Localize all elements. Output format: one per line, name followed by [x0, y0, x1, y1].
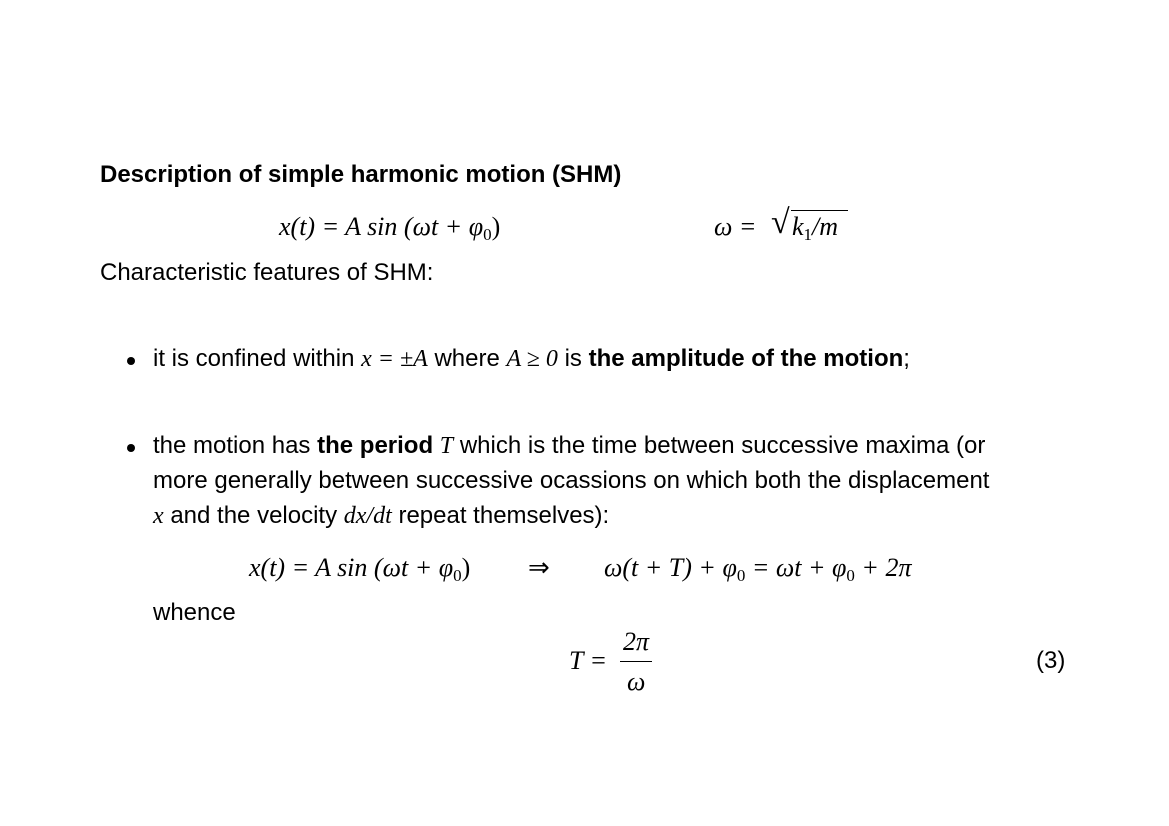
b2-bold: the period — [317, 432, 434, 459]
equation-period-derivation-right — [604, 555, 911, 584]
equation-angular-frequency — [714, 214, 756, 240]
eq1-arg: (ωt + φ — [403, 212, 484, 241]
bullet-item-amplitude — [153, 347, 910, 371]
eq1-lhs: x(t) = A sin — [279, 212, 398, 241]
b1-end: ; — [903, 345, 910, 372]
implies-arrow: ⇒ — [528, 553, 550, 582]
bullet-dot-1 — [127, 357, 135, 365]
equation-period-derivation-left — [249, 555, 470, 584]
eq4-denominator: ω — [627, 667, 646, 696]
eq1-close: ) — [491, 212, 501, 241]
eq3-rhs-c: + 2π — [854, 553, 912, 582]
section-heading: Description of simple harmonic motion (SHM) — [100, 161, 622, 188]
eq2-radicand-a: k — [792, 212, 804, 241]
bullet-item-period-line1 — [153, 434, 985, 458]
eq3-rhs-sub2: 0 — [846, 566, 855, 585]
eq3-arg: (ωt + φ — [373, 553, 454, 582]
b2-t1: the motion has — [153, 432, 311, 459]
bullet-item-period-line3 — [153, 504, 609, 528]
b1-m2: A ≥ 0 — [506, 346, 558, 372]
eq3-close: ) — [461, 553, 471, 582]
b1-bold: the amplitude of the motion — [588, 345, 904, 372]
b2-m2: x — [153, 503, 164, 529]
bullet-dot-2 — [127, 444, 135, 452]
b1-t3: is — [564, 345, 582, 372]
b2-m3: dx/dt — [343, 503, 392, 529]
b2-t4: repeat themselves): — [398, 502, 610, 529]
b2-t3: and the velocity — [170, 502, 338, 529]
eq4-numerator: 2π — [623, 627, 650, 656]
sqrt-bar — [791, 210, 848, 211]
eq3-rhs-a: ω(t + T) + φ — [604, 553, 737, 582]
whence-text: whence — [153, 599, 236, 626]
equation-displacement — [279, 214, 500, 243]
fraction-bar — [620, 661, 652, 662]
b2-t2: which is the time between successive maxima (or — [459, 432, 986, 459]
b1-t2: where — [434, 345, 500, 372]
b1-t1: it is confined within — [153, 345, 355, 372]
eq3-sub: 0 — [453, 566, 462, 585]
eq3-rhs-b: = ωt + φ — [745, 553, 847, 582]
eq3-rhs-sub1: 0 — [736, 566, 746, 585]
features-intro: Characteristic features of SHM: — [100, 259, 434, 286]
equation-number: (3) — [1036, 647, 1066, 674]
eq3-lhs: x(t) = A sin — [249, 553, 368, 582]
eq4-lhs: T = — [569, 646, 608, 675]
b2-m1: T — [439, 433, 454, 459]
b1-m1: x = ±A — [361, 346, 428, 372]
eq2-radicand-b: /m — [812, 212, 839, 241]
bullet-item-period-line2: more generally between successive ocassions on which both the displacement — [153, 467, 990, 494]
eq2-radicand-sub: 1 — [803, 225, 813, 244]
sqrt-symbol: √ — [771, 204, 790, 241]
eq2-lhs: ω = — [714, 212, 757, 241]
eq1-sub: 0 — [483, 225, 492, 244]
eq2-radicand — [792, 214, 838, 243]
